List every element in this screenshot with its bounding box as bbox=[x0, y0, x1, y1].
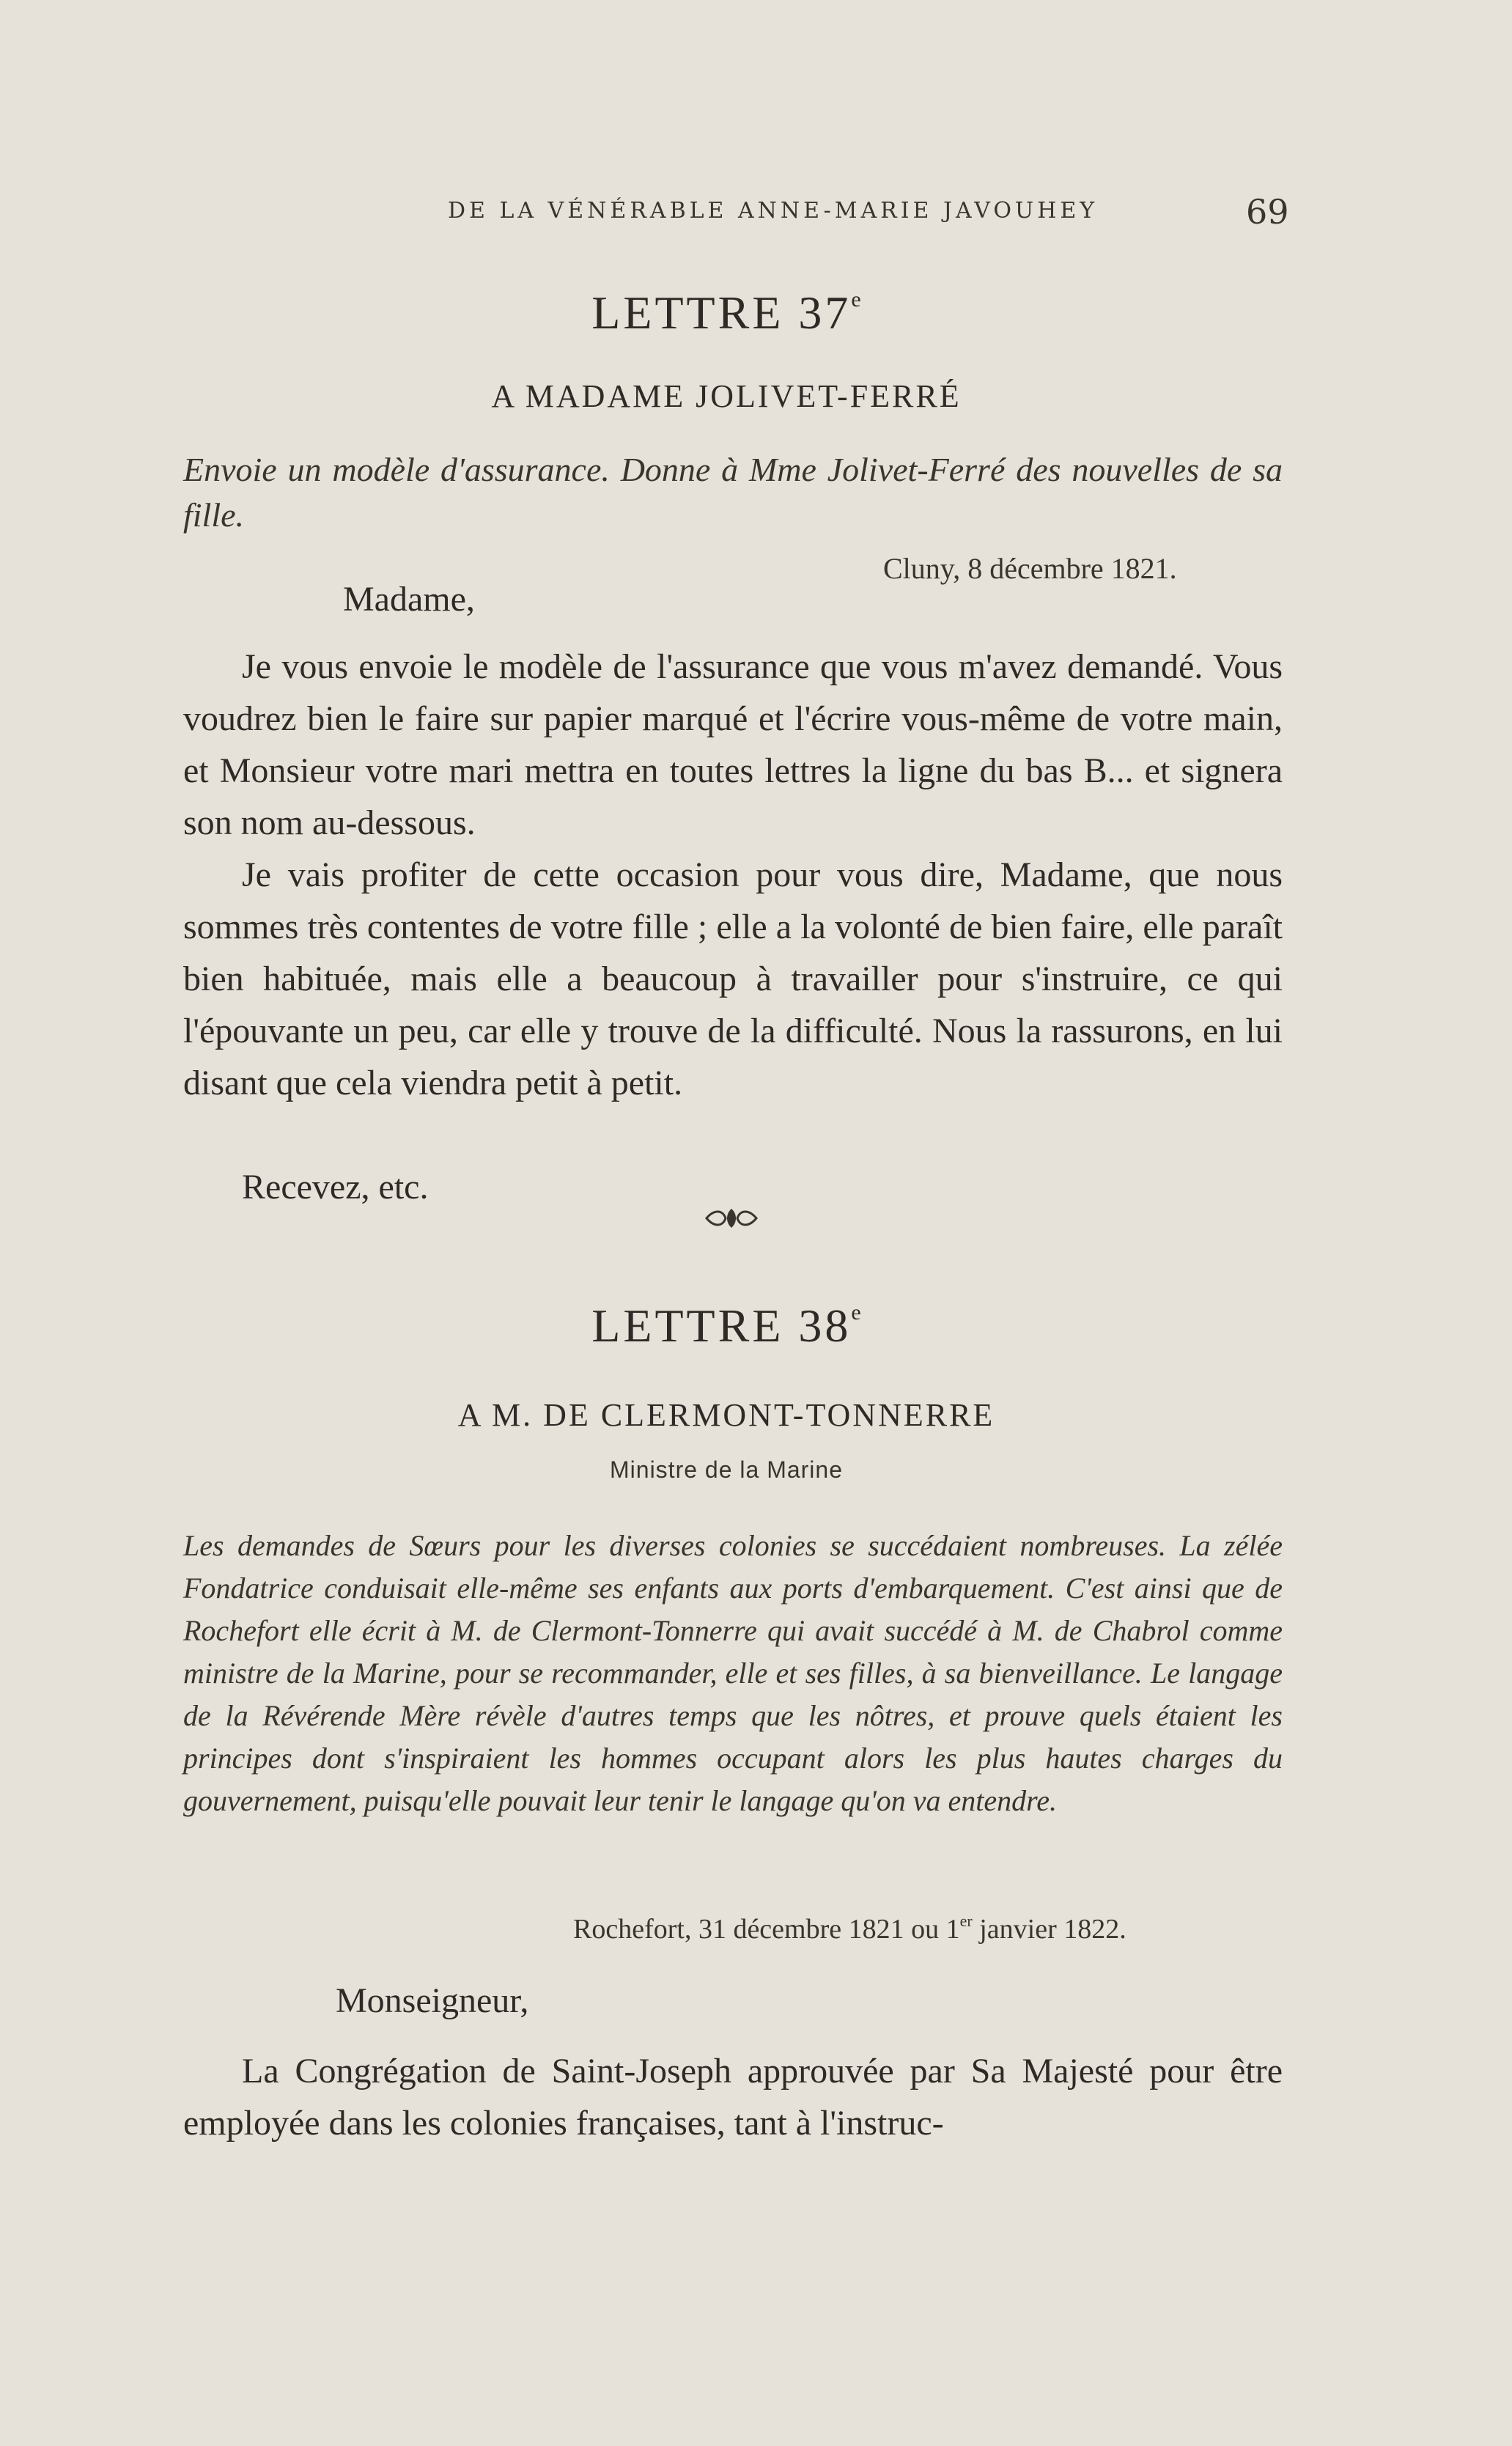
letter-37-date: Cluny, 8 décembre 1821. bbox=[883, 552, 1177, 585]
letter-37-paragraph: Je vais profiter de cette occasion pour vous dire, Madame, que nous sommes très contentes de votre fille ; elle a la volonté de bien faire, elle paraît bien habituée, mais elle a beaucoup à travailler pour s'instruire, ce qui l'épouvante un peu, car elle y trouve de la difficulté. Nous la rassurons, en lui disant que cela viendra petit à petit. bbox=[183, 855, 1283, 1102]
letter-38-title bbox=[0, 1299, 1453, 1353]
letter-38-date-sup: er bbox=[959, 1912, 973, 1930]
letter-37-title bbox=[0, 286, 1453, 340]
letter-37-title-sup: e bbox=[851, 287, 861, 312]
running-header: DE LA VÉNÉRABLE ANNE-MARIE JAVOUHEY bbox=[448, 198, 1099, 224]
letter-38-salutation: Monseigneur, bbox=[336, 1981, 529, 2020]
letter-38-paragraph: La Congrégation de Saint-Joseph approuvée par Sa Majesté pour être employée dans les colonies françaises, tant à l'instruc- bbox=[183, 2052, 1283, 2143]
letter-38-subtitle: Ministre de la Marine bbox=[610, 1456, 843, 1483]
letter-38-date bbox=[573, 1912, 1126, 1945]
letter-37-body bbox=[183, 641, 1283, 1109]
letter-37-title-text: LETTRE 37 bbox=[591, 287, 852, 339]
letter-38-body bbox=[183, 2045, 1283, 2149]
fleuron-ornament-icon bbox=[704, 1207, 759, 1230]
letter-38-summary: Les demandes de Sœurs pour les diverses colonies se succédaient nombreuses. La zélée Fondatrice conduisait elle-même ses enfants aux ports d'embarquement. C'est ainsi que de Rochefort elle écrit à M. de Clermont-Tonnerre qui avait succédé à M. de Chabrol comme ministre de la Marine, pour se recommander, elle et ses filles, à sa bienveillance. Le langage de la Révérende Mère révèle d'autres temps que les nôtres, et prouve quels étaient les principes dont s'inspiraient les hommes occupant alors les plus hautes charges du gouvernement, puisqu'elle pouvait leur tenir le langage qu'on va entendre. bbox=[183, 1529, 1283, 1817]
page-number: 69 bbox=[1246, 192, 1289, 232]
letter-38-title-text: LETTRE 38 bbox=[591, 1300, 852, 1352]
letter-37-addressee: A MADAME JOLIVET-FERRÉ bbox=[491, 378, 962, 414]
letter-38-addressee: A M. DE CLERMONT-TONNERRE bbox=[457, 1397, 995, 1433]
letter-37-paragraph: Je vous envoie le modèle de l'assurance que vous m'avez demandé. Vous voudrez bien le faire sur papier marqué et l'écrire vous-même de votre main, et Monsieur votre mari mettra en toutes lettres la ligne du bas B... et signera son nom au-dessous. bbox=[183, 647, 1283, 842]
letter-38-date-suffix: janvier 1822. bbox=[972, 1914, 1126, 1945]
letter-37-summary: Envoie un modèle d'assurance. Donne à Mme Jolivet-Ferré des nouvelles de sa fille. bbox=[183, 451, 1283, 534]
letter-37-salutation: Madame, bbox=[343, 580, 475, 619]
letter-37-closing: Recevez, etc. bbox=[242, 1168, 429, 1207]
letter-38-date-prefix: Rochefort, 31 décembre 1821 ou 1 bbox=[573, 1914, 960, 1945]
letter-38-title-sup: e bbox=[851, 1300, 861, 1325]
